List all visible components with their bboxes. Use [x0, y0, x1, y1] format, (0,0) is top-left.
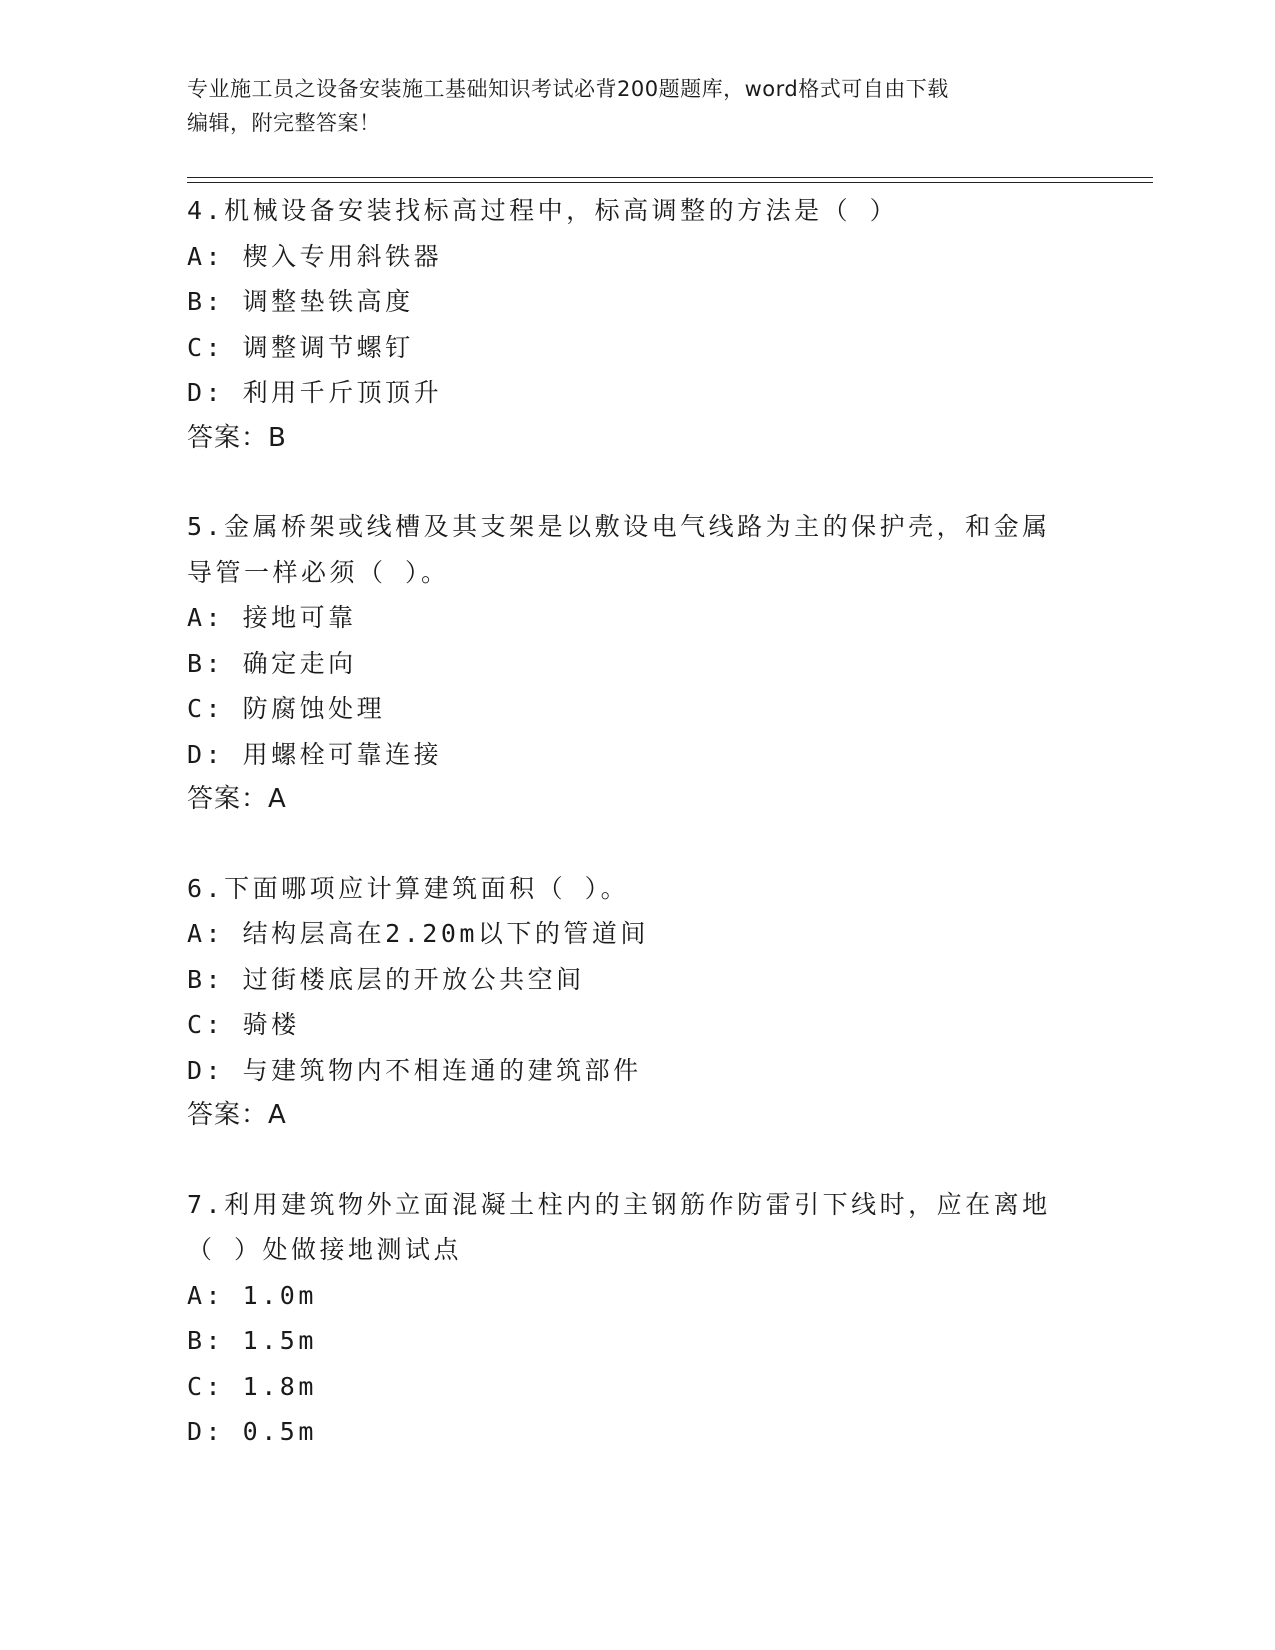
question-stem: 6.下面哪项应计算建筑面积（ ）。 — [187, 873, 630, 903]
option-letter: D: — [187, 1417, 225, 1446]
option-letter: B: — [187, 964, 225, 994]
option-letter: C: — [187, 1010, 225, 1039]
answer-value: A — [268, 784, 287, 814]
option-letter: C: — [187, 694, 225, 723]
option-letter: D: — [187, 1055, 225, 1085]
option-letter: D: — [187, 378, 225, 407]
option-row — [187, 1364, 1087, 1410]
option-row — [187, 279, 1087, 325]
option-text: 1.0m — [242, 1280, 317, 1310]
option-letter: D: — [187, 739, 225, 769]
option-row — [187, 732, 1087, 778]
option-text: 过街楼底层的开放公共空间 — [242, 964, 585, 994]
question-stem: 4.机械设备安装找标高过程中，标高调整的方法是（ ） — [187, 196, 899, 225]
option-letter: A: — [187, 241, 225, 271]
answer-label: 答案： — [187, 784, 269, 814]
question-block — [187, 866, 1087, 1139]
option-text: 确定走向 — [242, 648, 357, 678]
header-divider-bottom — [187, 182, 1153, 183]
option-letter: C: — [187, 332, 225, 362]
option-text: 1.8m — [242, 1371, 317, 1401]
option-letter: B: — [187, 1326, 225, 1355]
answer-value: A — [268, 1100, 287, 1130]
question-list — [187, 188, 1087, 1498]
answer-line — [187, 1093, 1087, 1139]
question-stem: （ ）处做接地测试点 — [187, 1235, 463, 1264]
answer-label: 答案： — [187, 1100, 269, 1130]
option-letter: C: — [187, 1371, 225, 1401]
document-header — [187, 72, 1087, 140]
header-title-line-2: 编辑，附完整答案！ — [187, 111, 381, 135]
option-text: 楔入专用斜铁器 — [242, 241, 443, 271]
option-text: 调整垫铁高度 — [242, 287, 414, 316]
option-text: 与建筑物内不相连通的建筑部件 — [242, 1055, 642, 1085]
header-title-line-1: 专业施工员之设备安装施工基础知识考试必背200题题库，word格式可自由下载 — [187, 77, 949, 101]
option-row — [187, 370, 1087, 416]
option-text: 接地可靠 — [242, 603, 357, 632]
option-row — [187, 686, 1087, 732]
answer-line — [187, 777, 1087, 823]
option-letter: A: — [187, 1280, 225, 1310]
option-letter: B: — [187, 648, 225, 678]
option-text: 结构层高在2.20m以下的管道间 — [242, 919, 649, 948]
option-text: 0.5m — [242, 1417, 317, 1446]
option-text: 用螺栓可靠连接 — [242, 739, 443, 769]
answer-value: B — [268, 422, 287, 453]
question-block — [187, 1182, 1087, 1455]
option-row — [187, 234, 1087, 280]
answer-line — [187, 416, 1087, 462]
option-row — [187, 595, 1087, 641]
question-block — [187, 188, 1087, 461]
option-row — [187, 957, 1087, 1003]
option-text: 调整调节螺钉 — [242, 332, 414, 362]
option-text: 骑楼 — [242, 1010, 300, 1039]
option-letter: B: — [187, 287, 225, 316]
option-text: 利用千斤顶顶升 — [242, 378, 443, 407]
answer-label: 答案： — [187, 422, 269, 453]
option-row — [187, 1048, 1087, 1094]
option-row — [187, 911, 1087, 957]
option-row — [187, 641, 1087, 687]
option-row — [187, 1273, 1087, 1319]
option-row — [187, 325, 1087, 371]
question-stem: 5.金属桥架或线槽及其支架是以敷设电气线路为主的保护壳，和金属 — [187, 512, 1051, 541]
option-row — [187, 1318, 1087, 1364]
option-letter: A: — [187, 603, 225, 632]
option-letter: A: — [187, 919, 225, 948]
option-text: 防腐蚀处理 — [242, 694, 386, 723]
question-stem: 7.利用建筑物外立面混凝土柱内的主钢筋作防雷引下线时，应在离地 — [187, 1189, 1051, 1219]
header-divider-top — [187, 177, 1153, 178]
question-block — [187, 504, 1087, 823]
option-row — [187, 1409, 1087, 1455]
question-stem: 导管一样必须（ ）。 — [187, 557, 450, 587]
option-row — [187, 1002, 1087, 1048]
option-text: 1.5m — [242, 1326, 317, 1355]
